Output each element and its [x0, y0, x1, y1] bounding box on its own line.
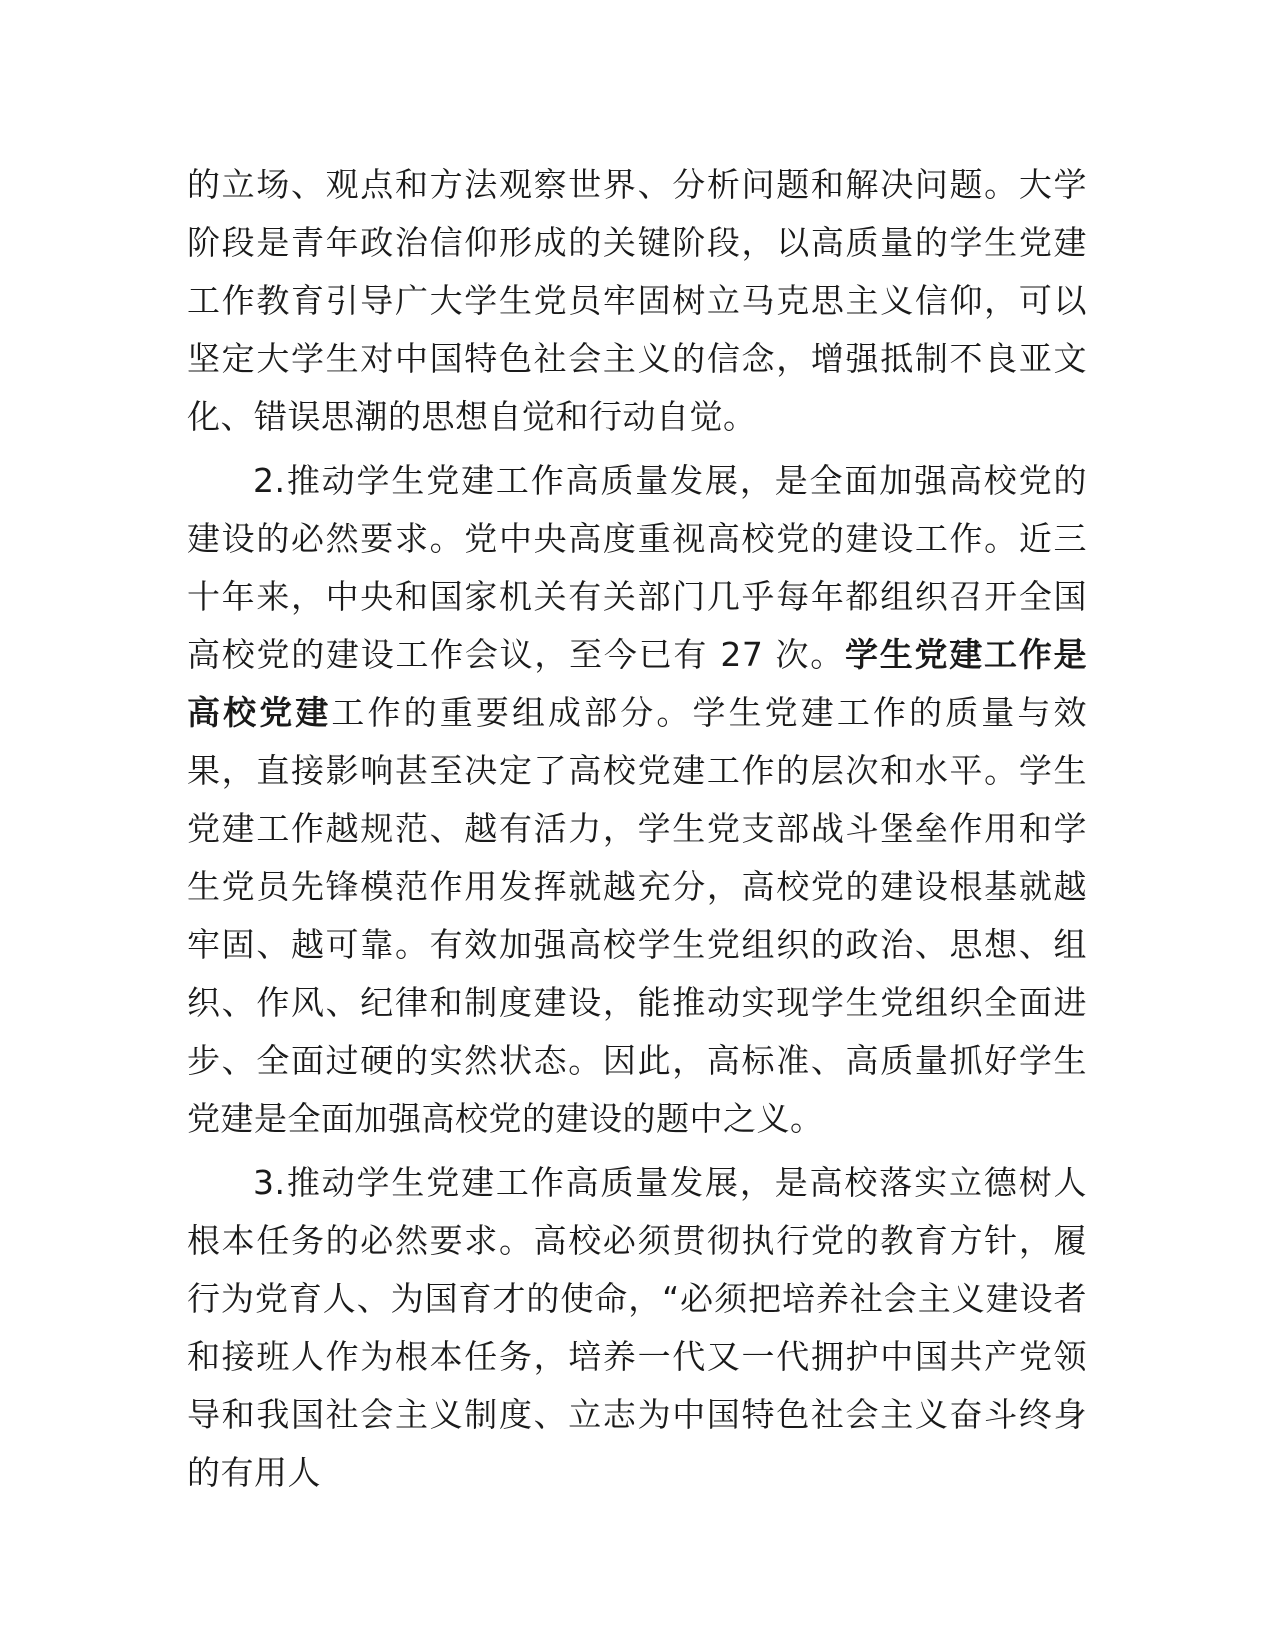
paragraph-2-bold-phrase: 学生党建工作是高校党建	[187, 635, 1087, 732]
document-body	[187, 156, 1087, 1502]
paragraph-3	[187, 1154, 1087, 1502]
paragraph-3-text: 3.推动学生党建工作高质量发展，是高校落实立德树人根本任务的必然要求。高校必须贯彻执行党的教育方针，履行为党育人、为国育才的使命，“必须把培养社会主义建设者和接班人作为根本任务，培养一代又一代拥护中国共产党领导和我国社会主义制度、立志为中国特色社会主义奋斗终身的有用人	[187, 1163, 1087, 1492]
paragraph-2	[187, 452, 1087, 1148]
paragraph-1-text: 的立场、观点和方法观察世界、分析问题和解决问题。大学阶段是青年政治信仰形成的关键阶段，以高质量的学生党建工作教育引导广大学生党员牢固树立马克思主义信仰，可以坚定大学生对中国特色社会主义的信念，增强抵制不良亚文化、错误思潮的思想自觉和行动自觉。	[187, 165, 1087, 436]
paragraph-1	[187, 156, 1087, 446]
paragraph-2-text-b: 工作的重要组成部分。学生党建工作的质量与效果，直接影响甚至决定了高校党建工作的层次和水平。学生党建工作越规范、越有活力，学生党支部战斗堡垒作用和学生党员先锋模范作用发挥就越充分，高校党的建设根基就越牢固、越可靠。有效加强高校学生党组织的政治、思想、组织、作风、纪律和制度建设，能推动实现学生党组织全面进步、全面过硬的实然状态。因此，高标准、高质量抓好学生党建是全面加强高校党的建设的题中之义。	[187, 693, 1088, 1138]
paragraph-2-text-a: 2.推动学生党建工作高质量发展，是全面加强高校党的建设的必然要求。党中央高度重视高校党的建设工作。近三十年来，中央和国家机关有关部门几乎每年都组织召开全国高校党的建设工作会议，至今已有 27 次。	[187, 461, 1087, 674]
